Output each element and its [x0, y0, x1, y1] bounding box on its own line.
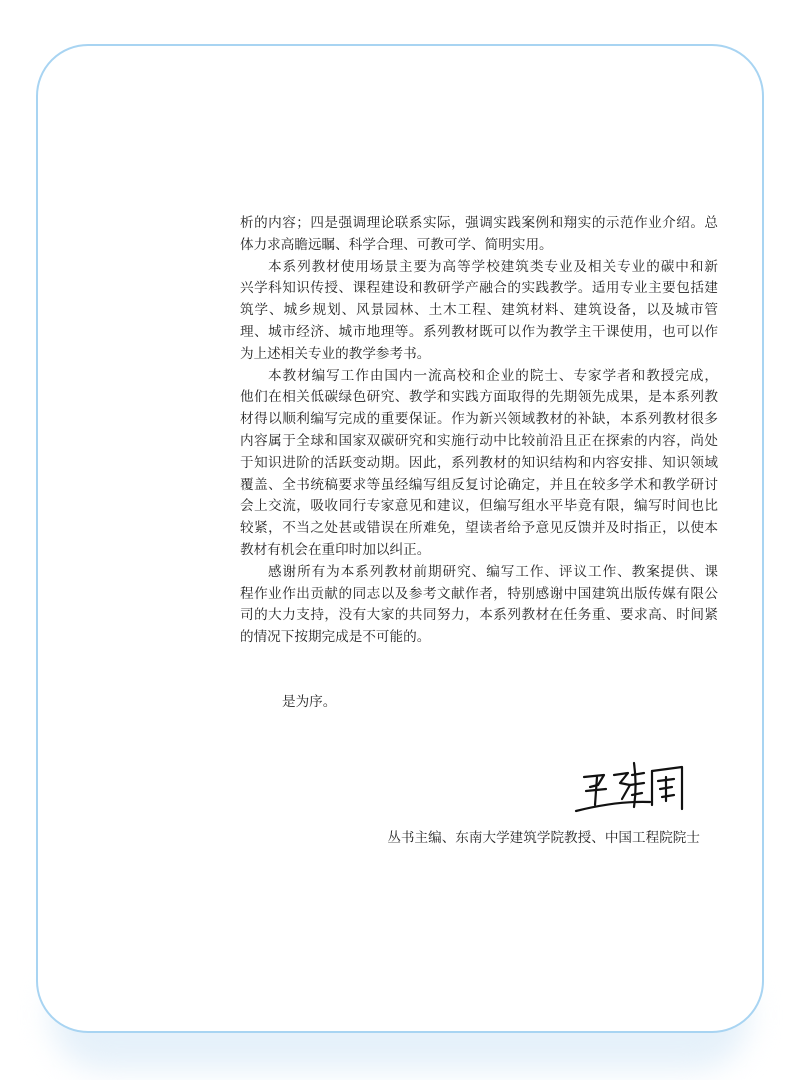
text-line: 他们在相关低碳绿色研究、教学和实践方面取得的先期领先成果，是本系列教 — [240, 389, 718, 406]
text-line: 覆盖、全书统稿要求等虽经编写组反复讨论确定，并且在较多学术和教学研讨 — [240, 476, 718, 493]
author-caption: 丛书主编、东南大学建筑学院教授、中国工程院院士 — [387, 830, 700, 846]
signature-image — [570, 755, 700, 817]
text-line: 兴学科知识传授、课程建设和教研学产融合的实践教学。适用专业主要包括建 — [240, 280, 718, 297]
text-line: 于知识进阶的活跃变动期。因此，系列教材的知识结构和内容安排、知识领域 — [240, 454, 718, 471]
text-line: 内容属于全球和国家双碳研究和实施行动中比较前沿且正在探索的内容，尚处 — [240, 432, 718, 449]
text-line: 为上述相关专业的教学参考书。 — [240, 345, 431, 362]
paragraph — [240, 213, 718, 257]
closing-line: 是为序。 — [282, 694, 337, 710]
text-line: 的情况下按期完成是不可能的。 — [240, 629, 431, 646]
paragraph — [240, 366, 718, 562]
text-line: 筑学、城乡规划、风景园林、土木工程、建筑材料、建筑设备，以及城市管 — [240, 302, 718, 319]
paragraph — [240, 562, 718, 649]
text-line: 析的内容；四是强调理论联系实际，强调实践案例和翔实的示范作业介绍。总 — [240, 215, 718, 231]
preface-body — [240, 213, 718, 649]
text-line: 程作业作出贡献的同志以及参考文献作者，特别感谢中国建筑出版传媒有限公 — [240, 585, 718, 602]
text-line: 材得以顺利编写完成的重要保证。作为新兴领域教材的补缺，本系列教材很多 — [240, 411, 718, 428]
paragraph — [240, 257, 718, 366]
text-line: 体力求高瞻远瞩、科学合理、可教可学、简明实用。 — [240, 236, 553, 253]
text-line: 较紧，不当之处甚或错误在所难免，望读者给予意见反馈并及时指正，以使本 — [240, 520, 718, 537]
text-line: 理、城市经济、城市地理等。系列教材既可以作为教学主干课使用，也可以作 — [240, 323, 718, 340]
text-line: 感谢所有为本系列教材前期研究、编写工作、评议工作、教案提供、课 — [268, 563, 718, 580]
text-line: 教材有机会在重印时加以纠正。 — [240, 541, 431, 558]
text-line: 本系列教材使用场景主要为高等学校建筑类专业及相关专业的碳中和新 — [268, 258, 718, 275]
text-line: 会上交流，吸收同行专家意见和建议，但编写组水平毕竟有限，编写时间也比 — [240, 498, 718, 515]
text-line: 司的大力支持，没有大家的共同努力，本系列教材在任务重、要求高、时间紧 — [240, 607, 718, 624]
text-line: 本教材编写工作由国内一流高校和企业的院士、专家学者和教授完成， — [268, 367, 718, 384]
